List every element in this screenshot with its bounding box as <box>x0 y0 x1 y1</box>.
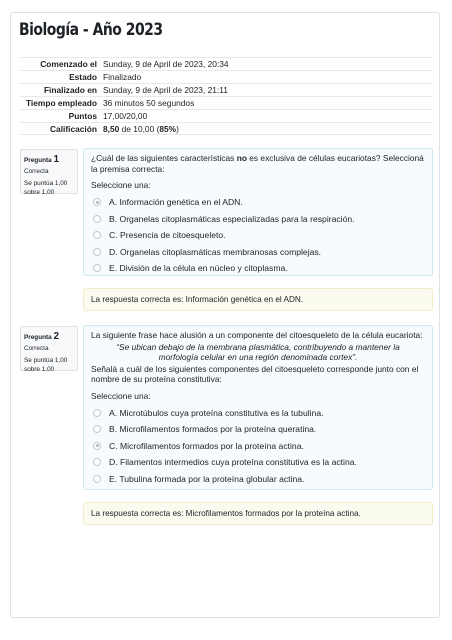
summary-label: Comenzado el <box>40 59 97 69</box>
answer-label: C. Microfilamentos formados por la proteína actina. <box>109 440 304 451</box>
answer-label: B. Organelas citoplasmáticas especializadas para la respiración. <box>109 213 355 224</box>
summary-label: Calificación <box>49 123 97 134</box>
question-text <box>91 153 425 174</box>
summary-value: 36 minutos 50 segundos <box>103 98 195 108</box>
summary-label: Tiempo empleado <box>25 98 97 108</box>
answer-prompt: Seleccione una: <box>91 180 151 190</box>
grade-out-of: de 10,00 ( <box>119 123 160 134</box>
summary-value: Sunday, 9 de April de 2023, 20:34 <box>103 59 229 69</box>
summary-row-grade <box>20 122 433 135</box>
radio-button[interactable] <box>93 231 101 239</box>
radio-button[interactable] <box>93 442 101 450</box>
question-2-feedback <box>83 502 433 525</box>
answer-label: A. Microtúbulos cuya proteína constitutiva es la tubulina. <box>109 407 324 418</box>
question-1-formulation <box>83 148 433 276</box>
question-state: Correcta <box>24 344 49 352</box>
question-1-feedback <box>83 288 433 311</box>
answer-label: E. Tubulina formada por la proteína globular actina. <box>109 473 305 484</box>
answer-label: E. División de la célula en núcleo y citoplasma. <box>109 263 288 274</box>
radio-button[interactable] <box>93 264 101 272</box>
answer-option[interactable] <box>91 227 425 244</box>
answer-label: D. Filamentos intermedios cuya proteína constitutiva es la actina. <box>109 457 357 468</box>
answer-option[interactable] <box>91 260 425 277</box>
summary-row-state <box>20 70 433 83</box>
radio-button[interactable] <box>93 248 101 256</box>
radio-button[interactable] <box>93 458 101 466</box>
question-label: Pregunta <box>24 334 52 341</box>
question-text <box>91 330 425 385</box>
summary-value-grade <box>102 124 433 134</box>
question-quote: “Se ubican debajo de la membrana plasmática, contribuyendo a mantener la morfología celular en una región denominada cortex”. <box>116 341 400 362</box>
radio-button[interactable] <box>93 198 101 206</box>
summary-row-points <box>20 109 433 122</box>
question-1-info <box>20 149 78 194</box>
question-number <box>24 330 74 344</box>
answer-label: D. Organelas citoplasmáticas membranosas complejas. <box>109 246 322 257</box>
summary-value: 17,00/20,00 <box>103 111 148 121</box>
question-text-part: ¿Cuál de las siguientes características <box>91 153 237 163</box>
answer-label: A. Información genética en el ADN. <box>109 197 243 208</box>
question-2-formulation <box>83 325 433 490</box>
attempt-summary-table <box>20 57 433 135</box>
question-text-intro: La siguiente frase hace alusión a un componente del citoesqueleto de la célula eucariota: <box>91 330 423 340</box>
radio-button[interactable] <box>93 425 101 433</box>
answer-option[interactable] <box>91 438 425 455</box>
question-text-emphasis: no <box>236 153 247 163</box>
summary-row-finished <box>20 83 433 96</box>
question-number <box>24 153 74 167</box>
summary-label: Finalizado en <box>43 85 97 95</box>
question-2-info <box>20 326 78 371</box>
radio-button[interactable] <box>93 215 101 223</box>
question-grade: Se puntúa 1,00 sobre 1,00 <box>24 180 68 196</box>
correct-answer-text: La respuesta correcta es: Microfilamentos formados por la proteína actina. <box>91 509 361 518</box>
correct-answer-text: La respuesta correcta es: Información genética en el ADN. <box>91 295 304 304</box>
radio-button[interactable] <box>93 475 101 483</box>
question-text-part: es exclusiva de células eucariotas? Seleccioná la premisa correcta: <box>91 153 424 174</box>
summary-value: Sunday, 9 de April de 2023, 21:11 <box>103 85 228 95</box>
answer-option[interactable] <box>91 211 425 228</box>
question-grade: Se puntúa 1,00 sobre 1,00 <box>24 357 68 373</box>
question-number-value: 1 <box>53 154 60 165</box>
question-text-instruction: Señalá a cuál de los siguientes componentes del citoesqueleto corresponde junto con el nombre de su proteína constitutiva: <box>91 363 419 384</box>
answer-label: C. Presencia de citoesqueleto. <box>109 230 226 241</box>
answer-option[interactable] <box>91 471 425 488</box>
radio-button[interactable] <box>93 409 101 417</box>
grade-value: 8,50 <box>103 123 120 134</box>
question-number-value: 2 <box>53 331 60 342</box>
page-title: Biología - Año 2023 <box>19 20 163 40</box>
answer-prompt: Seleccione una: <box>91 390 151 401</box>
grade-percent: 85% <box>159 123 177 134</box>
summary-value: Finalizado <box>103 72 142 82</box>
question-state: Correcta <box>24 167 49 175</box>
answer-label: B. Microfilamentos formados por la proteína queratina. <box>109 424 317 435</box>
grade-close-paren: ) <box>176 123 179 134</box>
summary-row-started <box>20 57 433 70</box>
question-label: Pregunta <box>24 157 52 164</box>
answer-option[interactable] <box>91 194 425 211</box>
answer-option[interactable] <box>91 244 425 261</box>
answer-option[interactable] <box>91 454 425 471</box>
summary-label: Estado <box>69 72 97 82</box>
summary-row-time-taken <box>20 96 433 109</box>
answer-option[interactable] <box>91 405 425 422</box>
answer-option[interactable] <box>91 421 425 438</box>
summary-label: Puntos <box>68 111 97 121</box>
